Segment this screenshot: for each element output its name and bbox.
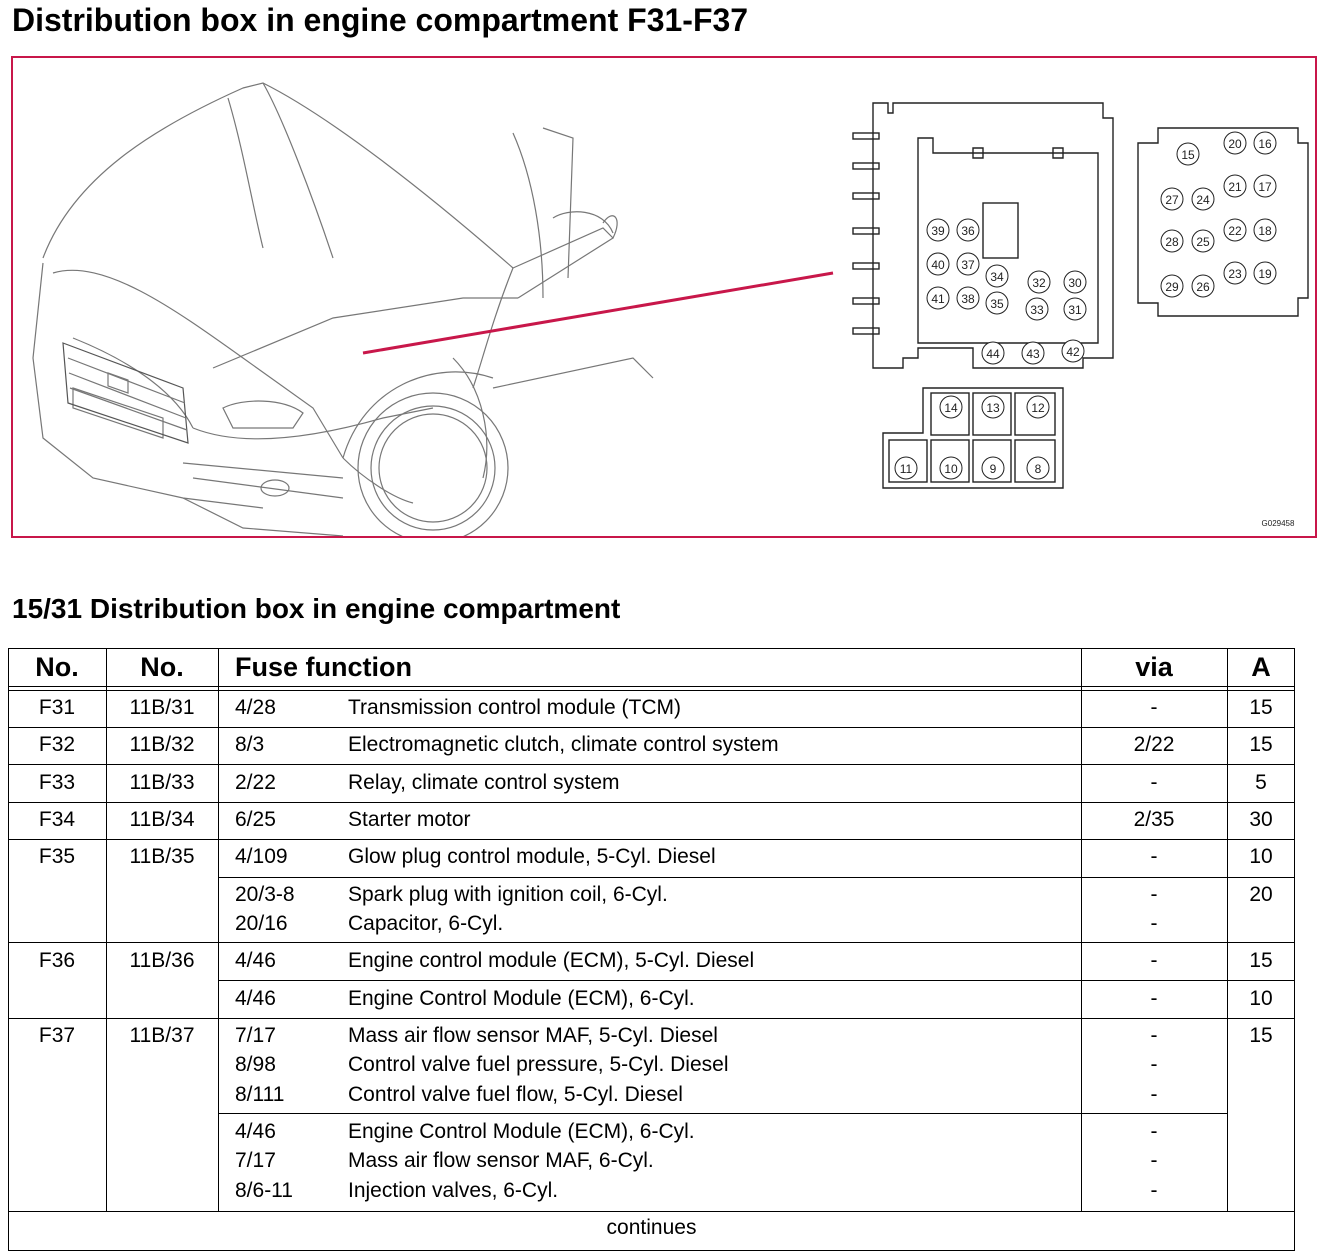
fuse-function: Control valve fuel flow, 5-Cyl. Diesel xyxy=(348,1083,683,1106)
fuse-number: 19 xyxy=(1258,267,1272,281)
component-code: 4/46 xyxy=(235,949,276,972)
via: - xyxy=(1150,1024,1158,1047)
row-divider xyxy=(8,942,1295,943)
fuse-function: Capacitor, 6-Cyl. xyxy=(348,912,504,935)
fuse-number: 14 xyxy=(944,401,958,415)
fuse-function: Spark plug with ignition coil, 6-Cyl. xyxy=(348,883,668,906)
via: - xyxy=(1150,912,1158,935)
amperage: 10 xyxy=(1249,845,1273,868)
header-fuse-function: Fuse function xyxy=(235,652,412,682)
continues-note: continues xyxy=(606,1216,697,1239)
fuse-id: F33 xyxy=(38,771,76,794)
component-code: 4/28 xyxy=(235,696,276,719)
fuse-circles-top xyxy=(1161,132,1276,297)
fuse-function: Engine control module (ECM), 5-Cyl. Diesel xyxy=(348,949,755,972)
fuse-number: 39 xyxy=(931,224,945,238)
row-divider xyxy=(8,802,1295,803)
fuse-id: F36 xyxy=(38,949,76,972)
fuse-circles-main xyxy=(927,219,1086,364)
component-code: 8/111 xyxy=(235,1083,285,1106)
fuse-location-figure xyxy=(11,56,1317,538)
fuse-function: Control valve fuel pressure, 5-Cyl. Diesel xyxy=(348,1053,729,1076)
row-divider xyxy=(8,690,1295,691)
row-divider xyxy=(8,727,1295,728)
fuse-number: 16 xyxy=(1258,137,1272,151)
fuse-function: Engine Control Module (ECM), 6-Cyl. xyxy=(348,1120,695,1143)
fuse-ref: 11B/33 xyxy=(129,771,195,794)
via: 2/22 xyxy=(1133,733,1175,756)
fuse-number: 10 xyxy=(944,462,958,476)
via: 2/35 xyxy=(1133,808,1175,831)
fuse-number: 8 xyxy=(1034,462,1042,476)
figure-code: G029458 xyxy=(1261,519,1295,528)
component-code: 20/3-8 xyxy=(235,883,295,906)
fuse-id: F31 xyxy=(38,696,76,719)
fuse-number: 40 xyxy=(931,258,945,272)
fuse-number: 36 xyxy=(961,224,975,238)
via: - xyxy=(1150,1120,1158,1143)
component-code: 7/17 xyxy=(235,1024,276,1047)
fuse-number: 31 xyxy=(1068,303,1082,317)
component-code: 8/3 xyxy=(235,733,265,756)
fuse-function: Starter motor xyxy=(348,808,471,831)
fuse-id: F35 xyxy=(38,845,76,868)
row-divider xyxy=(8,764,1295,765)
row-divider xyxy=(218,1113,1227,1114)
fuse-number: 17 xyxy=(1258,180,1272,194)
fuse-function: Glow plug control module, 5-Cyl. Diesel xyxy=(348,845,716,868)
via: - xyxy=(1150,987,1158,1010)
via: - xyxy=(1150,949,1158,972)
component-code: 7/17 xyxy=(235,1149,276,1172)
component-code: 2/22 xyxy=(235,771,276,794)
component-code: 4/109 xyxy=(235,845,288,868)
fuse-circles-bottom xyxy=(895,396,1049,479)
fuse-ref: 11B/31 xyxy=(129,696,195,719)
component-code: 8/6-11 xyxy=(235,1179,293,1202)
fuse-number: 21 xyxy=(1228,180,1242,194)
fuse-id: F37 xyxy=(38,1024,76,1047)
via: - xyxy=(1150,883,1158,906)
col-divider xyxy=(218,648,219,1211)
fuse-function: Mass air flow sensor MAF, 6-Cyl. xyxy=(348,1149,654,1172)
fuse-number: 38 xyxy=(961,292,975,306)
pointer-line xyxy=(363,273,833,353)
fuse-number: 29 xyxy=(1165,280,1179,294)
amperage: 5 xyxy=(1255,771,1267,794)
row-divider xyxy=(8,1018,1295,1019)
fuse-function: Injection valves, 6-Cyl. xyxy=(348,1179,559,1202)
via: - xyxy=(1150,1149,1158,1172)
header-no: No. xyxy=(35,652,79,682)
fuse-ref: 11B/37 xyxy=(129,1024,195,1047)
via: - xyxy=(1150,696,1158,719)
fuse-number: 34 xyxy=(990,270,1004,284)
fuse-function: Transmission control module (TCM) xyxy=(348,696,681,719)
fuse-number: 22 xyxy=(1228,224,1242,238)
fuse-number: 32 xyxy=(1032,276,1046,290)
amperage: 15 xyxy=(1249,696,1273,719)
fuse-number: 43 xyxy=(1026,347,1040,361)
fuse-number: 27 xyxy=(1165,193,1179,207)
amperage: 30 xyxy=(1249,808,1273,831)
row-divider xyxy=(218,877,1295,878)
fuse-number: 42 xyxy=(1066,345,1080,359)
row-divider xyxy=(218,980,1295,981)
fuse-number: 25 xyxy=(1196,235,1210,249)
fuse-function: Engine Control Module (ECM), 6-Cyl. xyxy=(348,987,695,1010)
fuse-id: F32 xyxy=(38,733,76,756)
component-code: 4/46 xyxy=(235,987,276,1010)
fuse-number: 41 xyxy=(931,292,945,306)
fuse-ref: 11B/34 xyxy=(129,808,195,831)
amperage: 15 xyxy=(1249,733,1273,756)
amperage: 20 xyxy=(1249,883,1273,906)
fuse-function: Electromagnetic clutch, climate control system xyxy=(348,733,779,756)
fuse-function: Mass air flow sensor MAF, 5-Cyl. Diesel xyxy=(348,1024,718,1047)
main-fuse-box xyxy=(853,103,1113,368)
fuse-number: 30 xyxy=(1068,276,1082,290)
fuse-number: 9 xyxy=(989,462,997,476)
fuse-ref: 11B/36 xyxy=(129,949,195,972)
via: - xyxy=(1150,771,1158,794)
header-via: via xyxy=(1135,652,1173,682)
component-code: 20/16 xyxy=(235,912,288,935)
amperage: 15 xyxy=(1249,1024,1273,1047)
car-illustration xyxy=(13,58,1317,538)
fuse-number: 26 xyxy=(1196,280,1210,294)
header-amp: A xyxy=(1251,652,1271,682)
component-code: 6/25 xyxy=(235,808,276,831)
amperage: 15 xyxy=(1249,949,1273,972)
row-divider xyxy=(8,839,1295,840)
page-title: Distribution box in engine compartment F31-F37 xyxy=(12,2,749,38)
via: - xyxy=(1150,845,1158,868)
fuse-function: Relay, climate control system xyxy=(348,771,620,794)
via: - xyxy=(1150,1083,1158,1106)
fuse-ref: 11B/32 xyxy=(129,733,195,756)
fuse-number: 37 xyxy=(961,258,975,272)
via: - xyxy=(1150,1053,1158,1076)
header-no2: No. xyxy=(140,652,184,682)
fuse-number: 24 xyxy=(1196,193,1210,207)
fuse-number: 13 xyxy=(986,401,1000,415)
fuse-number: 35 xyxy=(990,297,1004,311)
fuse-id: F34 xyxy=(38,808,76,831)
component-code: 4/46 xyxy=(235,1120,276,1143)
row-divider xyxy=(8,686,1295,687)
car-outline xyxy=(33,83,653,538)
fuse-number: 23 xyxy=(1228,267,1242,281)
fuse-number: 20 xyxy=(1228,137,1242,151)
row-divider xyxy=(8,1211,1295,1212)
fuse-number: 11 xyxy=(899,462,913,476)
fuse-number: 12 xyxy=(1031,401,1045,415)
fuse-number: 18 xyxy=(1258,224,1272,238)
via: - xyxy=(1150,1179,1158,1202)
component-code: 8/98 xyxy=(235,1053,276,1076)
fuse-number: 28 xyxy=(1165,235,1179,249)
fuse-number: 15 xyxy=(1181,148,1195,162)
fuse-number: 44 xyxy=(986,347,1000,361)
amperage: 10 xyxy=(1249,987,1273,1010)
fuse-number: 33 xyxy=(1030,303,1044,317)
fuse-ref: 11B/35 xyxy=(129,845,195,868)
section-title: 15/31 Distribution box in engine compartment xyxy=(12,593,621,624)
